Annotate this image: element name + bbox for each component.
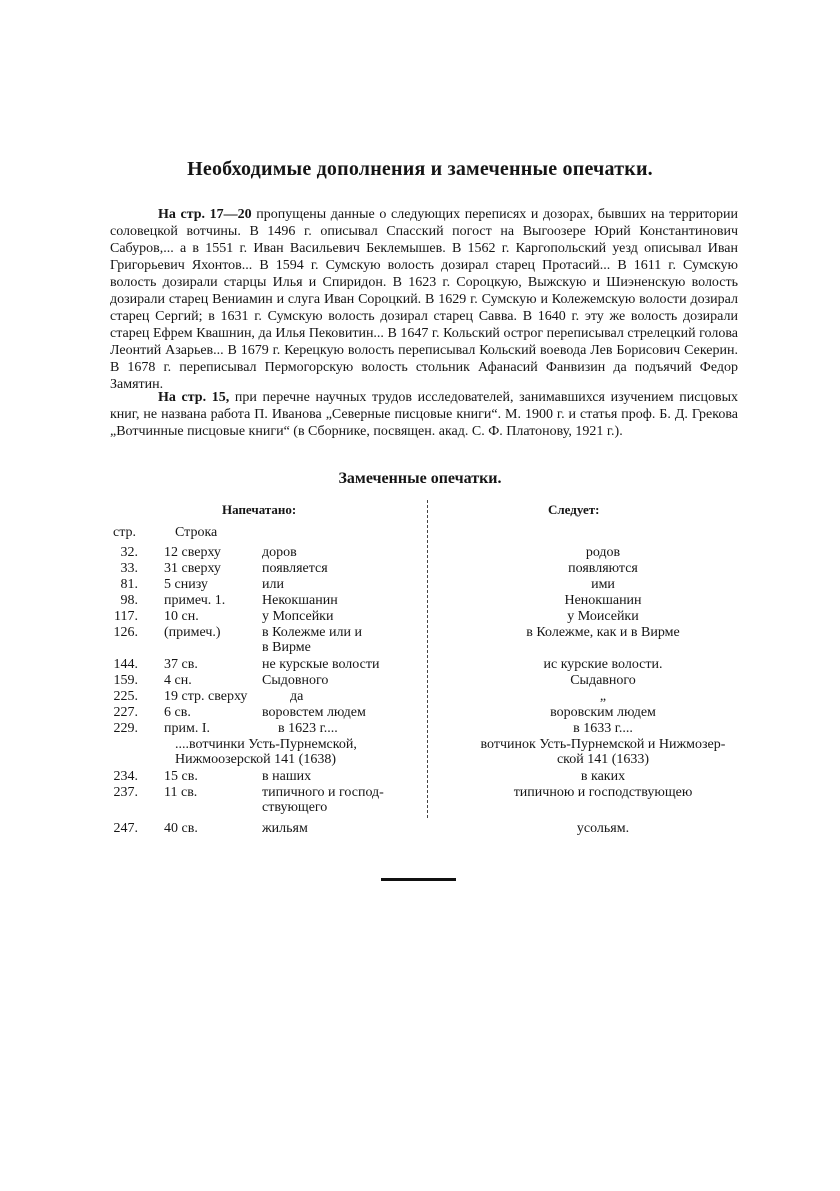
errata-page: 159. [113, 673, 138, 688]
errata-row [0, 689, 840, 705]
errata-page: 117. [114, 609, 138, 624]
errata-page: 98. [120, 593, 138, 608]
errata-page: 229. [113, 721, 138, 736]
errata-line: 37 св. [164, 657, 198, 672]
errata-page: 227. [113, 705, 138, 720]
errata-printed: не курскые волости [262, 657, 380, 672]
errata-correct: в каких [580, 769, 626, 784]
errata-line: примеч. 1. [164, 593, 226, 608]
errata-printed: появляется [262, 561, 328, 576]
errata-correct: появляются [568, 561, 638, 576]
errata-correct: Ненокшанин [564, 593, 642, 608]
errata-correct: вотчинок Усть-Пурнемской и Нижмозер- ской 141 (1633) [480, 737, 726, 767]
errata-page: 234. [113, 769, 138, 784]
errata-page: 144. [113, 657, 138, 672]
closing-rule [381, 878, 456, 881]
errata-row [0, 577, 840, 593]
errata-row [0, 673, 840, 689]
errata-page: 32. [120, 545, 138, 560]
errata-printed: Сыдовного [262, 673, 329, 688]
page-column-label: стр. [113, 525, 137, 540]
errata-row [0, 821, 840, 837]
errata-printed: жильям [262, 821, 308, 836]
errata-correct: родов [585, 545, 621, 560]
errata-line: 12 сверху [164, 545, 221, 560]
errata-printed: или [262, 577, 284, 592]
line-column-label: Строка [175, 525, 218, 540]
errata-printed: в 1623 г.... [278, 721, 338, 736]
errata-correct: усольям. [576, 821, 630, 836]
errata-row [0, 657, 840, 673]
errata-line: 4 сн. [164, 673, 192, 688]
errata-row [0, 593, 840, 609]
errata-printed: да [290, 689, 304, 704]
errata-row [0, 561, 840, 577]
errata-printed: Некокшанин [262, 593, 338, 608]
errata-correct: в 1633 г.... [573, 721, 633, 736]
errata-line: 40 св. [164, 821, 198, 836]
errata-page: 126. [113, 625, 138, 640]
errata-printed: в Колежме или и в Вирме [262, 625, 362, 655]
errata-line: 6 св. [164, 705, 191, 720]
errata-correct: ис курские волости. [543, 657, 663, 672]
errata-line: (примеч.) [164, 625, 221, 640]
errata-line: 15 св. [164, 769, 198, 784]
errata-page: 33. [120, 561, 138, 576]
errata-page: 237. [113, 785, 138, 800]
addition-text-1: пропущены данные о следующих переписях и дозорах, бывших на территории соловецкой вотчины. В 1496 г. описывал Спасский погост на Выгоозере Юрий Константинович Сабуров,... а в 1551 г. Иван Васильевич Беклемышев. В 1562 г. Каргопольский уезд описывал Иван Григорьевич Яхонтов... В 1594 г. Сумскую волость дозирал старец Протасий... В 1611 г. Сумскую волость дозирали старцы Илья и Спиридон. В 1623 г. Сороцкую, Выжскую и Шиэненскую волость дозирали старец Вениамин и слуга Иван Сороцкий. В 1629 г. Сумскую и Колежемскую волости дозирал старец Сергий; в 1631 г. Сумскую волость дозирал старец Савва. В 1640 г. эту же волость дозирали старец Ефрем Квашнин, да Илья Пековитин... В 1647 г. Кольский острог переписывал стрелецкий голова Леонтий Азарьев... В 1679 г. Керецкую волость переписывал Кольский воевода Лев Борисович Секерин. В 1678 г. переписывал Пермогорскую волость стольник Афанасий Фанвизин да подъячий Федор Замятин. [110, 207, 738, 392]
errata-table [0, 545, 840, 837]
page-title: Необходимые дополнения и замеченные опечатки. [187, 158, 653, 180]
errata-correct: ими [591, 577, 615, 592]
errata-row [0, 769, 840, 785]
errata-correct: „ [599, 689, 607, 704]
errata-page: 247. [113, 821, 138, 836]
errata-line: 5 снизу [164, 577, 208, 592]
addition-paragraph-1 [110, 206, 738, 393]
errata-row [0, 705, 840, 721]
errata-line: 31 сверху [164, 561, 221, 576]
errata-line: 11 св. [164, 785, 198, 800]
errata-page: 225. [113, 689, 138, 704]
addition-text-2: при перечне научных трудов исследователей, занимавшихся изучением писцовых книг, не названа работа П. Иванова „Северные писцовые книги“. М. 1900 г. и статья проф. Б. Д. Грекова „Вотчинные писцовые книги“ (в Сборнике, посвящен. акад. С. Ф. Платонову, 1921 г.). [110, 390, 739, 439]
errata-line: прим. I. [164, 721, 211, 736]
errata-row [0, 737, 840, 769]
addition-lead-2: На стр. 15, [158, 390, 230, 405]
errata-line: 10 сн. [164, 609, 199, 624]
errata-correct: Сыдавного [570, 673, 636, 688]
addition-lead-1: На стр. 17—20 [158, 207, 252, 222]
errata-printed: ....вотчинки Усть-Пурнемской, Нижмоозерской 141 (1638) [175, 737, 357, 767]
printed-column-header: Напечатано: [222, 502, 297, 517]
errata-printed: воровстем людем [262, 705, 366, 720]
errata-page: 81. [120, 577, 138, 592]
addition-paragraph-2 [110, 389, 738, 440]
errata-printed: в наших [262, 769, 312, 784]
errata-line: 19 стр. сверху [164, 689, 248, 704]
errata-correct: типичною и господствующею [513, 785, 693, 800]
correct-column-header: Следует: [548, 502, 600, 517]
errata-correct: в Колежме, как и в Вирме [526, 625, 680, 640]
errata-printed: у Мопсейки [262, 609, 334, 624]
errata-row [0, 721, 840, 737]
errata-correct: воровским людем [550, 705, 656, 720]
errata-row [0, 609, 840, 625]
errata-correct: у Моисейки [567, 609, 639, 624]
errata-heading: Замеченные опечатки. [338, 470, 502, 487]
errata-printed: типичного и господ- ствующего [262, 785, 384, 815]
errata-row [0, 625, 840, 657]
errata-printed: доров [262, 545, 297, 560]
errata-row [0, 785, 840, 821]
errata-row [0, 545, 840, 561]
